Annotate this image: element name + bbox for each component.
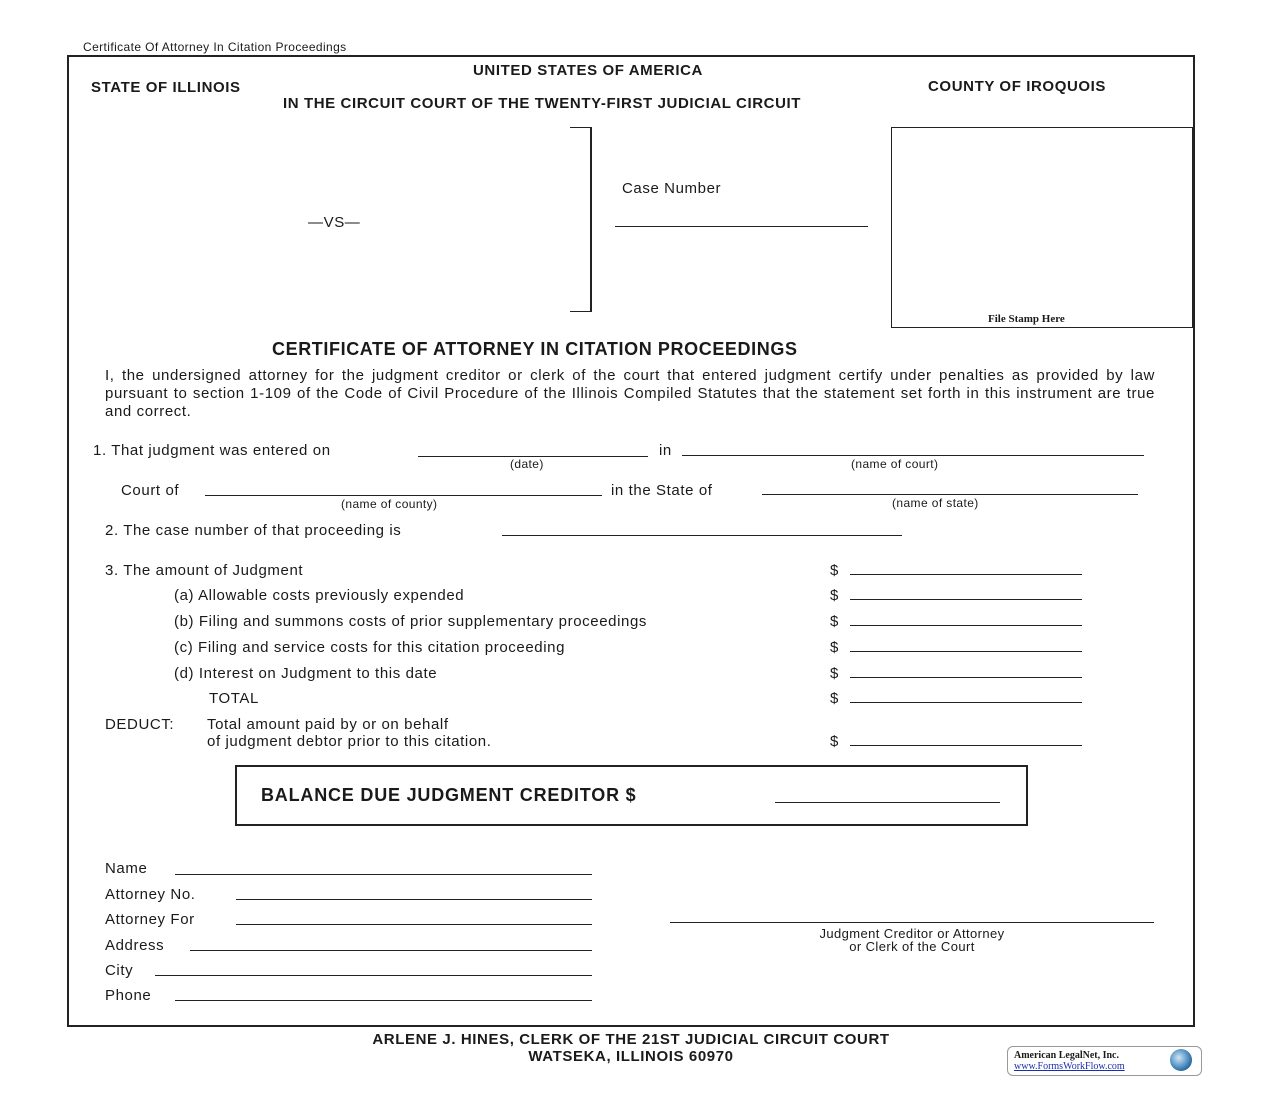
in-state-label: in the State of [611,482,713,499]
case-number-field[interactable] [615,226,868,227]
state-heading: STATE OF ILLINOIS [91,79,241,96]
amount-b-label: (b) Filing and summons costs of prior supplementary proceedings [174,613,647,630]
dollar-sign: $ [830,733,839,750]
attorney-for-label: Attorney For [105,911,195,928]
attorney-for-field[interactable] [236,924,592,925]
city-field[interactable] [155,975,592,976]
versus-label: —VS— [308,214,361,231]
amount-a-label: (a) Allowable costs previously expended [174,587,465,604]
address-field[interactable] [190,950,592,951]
balance-label: BALANCE DUE JUDGMENT CREDITOR $ [261,785,637,805]
dollar-sign: $ [830,639,839,656]
judgment-amount-field[interactable] [850,574,1082,575]
amount-d-label: (d) Interest on Judgment to this date [174,665,438,682]
caption-bracket-bottom [570,311,591,312]
case-number-label: Case Number [622,180,722,197]
amount-c-field[interactable] [850,651,1082,652]
dollar-sign: $ [830,665,839,682]
county-heading: COUNTY OF IROQUOIS [928,78,1107,95]
court-hint: (name of court) [851,457,939,471]
globe-icon [1170,1049,1192,1071]
name-label: Name [105,860,148,877]
deduct-line1: Total amount paid by or on behalf [207,716,449,733]
footer-address: WATSEKA, ILLINOIS 60970 [528,1048,734,1065]
phone-label: Phone [105,987,152,1004]
amount-a-field[interactable] [850,599,1082,600]
court-name-field[interactable] [682,455,1144,456]
state-name-field[interactable] [762,494,1138,495]
total-field[interactable] [850,702,1082,703]
phone-field[interactable] [175,1000,592,1001]
case-number-proceeding-field[interactable] [502,535,902,536]
deduct-field[interactable] [850,745,1082,746]
signature-line2: or Clerk of the Court [849,939,975,954]
item3-text: 3. The amount of Judgment [105,562,304,579]
state-hint: (name of state) [892,496,979,510]
amount-d-field[interactable] [850,677,1082,678]
header-caption: Certificate Of Attorney In Citation Proceedings [83,40,347,54]
in-label: in [659,442,672,459]
dollar-sign: $ [830,690,839,707]
balance-field[interactable] [775,802,1000,803]
address-label: Address [105,937,165,954]
deduct-line2: of judgment debtor prior to this citation. [207,733,492,750]
deduct-label: DEDUCT: [105,716,175,733]
form-title: CERTIFICATE OF ATTORNEY IN CITATION PROCEEDINGS [272,339,798,359]
court-heading: IN THE CIRCUIT COURT OF THE TWENTY-FIRST JUDICIAL CIRCUIT [283,95,802,112]
footer-clerk: ARLENE J. HINES, CLERK OF THE 21ST JUDICIAL CIRCUIT COURT [372,1031,890,1048]
legalnet-logo[interactable] [1007,1046,1202,1076]
file-stamp-box [891,127,1193,328]
item1-text: 1. That judgment was entered on [93,442,331,459]
total-label: TOTAL [209,690,259,707]
dollar-sign: $ [830,587,839,604]
county-name-field[interactable] [205,495,602,496]
amount-b-field[interactable] [850,625,1082,626]
attorney-no-field[interactable] [236,899,592,900]
court-of-label: Court of [121,482,180,499]
country-heading: UNITED STATES OF AMERICA [473,62,703,79]
county-hint: (name of county) [341,497,438,511]
logo-name: American LegalNet, Inc. [1014,1050,1119,1061]
signature-field[interactable] [670,922,1154,923]
caption-bracket [590,127,592,312]
name-field[interactable] [175,874,592,875]
intro-paragraph: I, the undersigned attorney for the judgment creditor or clerk of the court that entered judgment certify under penalties as provided by law pursuant to section 1-109 of the Code of Civil Procedure of the Illinois Compiled Statutes that the statement set forth in this instrument are true and correct. [105,367,1155,420]
logo-url[interactable]: www.FormsWorkFlow.com [1014,1061,1125,1072]
dollar-sign: $ [830,613,839,630]
caption-bracket-top [570,127,590,128]
item2-text: 2. The case number of that proceeding is [105,522,402,539]
city-label: City [105,962,134,979]
file-stamp-label: File Stamp Here [988,313,1065,325]
dollar-sign: $ [830,562,839,579]
amount-c-label: (c) Filing and service costs for this citation proceeding [174,639,566,656]
date-hint: (date) [510,457,544,471]
attorney-no-label: Attorney No. [105,886,196,903]
signature-line1: Judgment Creditor or Attorney [819,926,1005,941]
